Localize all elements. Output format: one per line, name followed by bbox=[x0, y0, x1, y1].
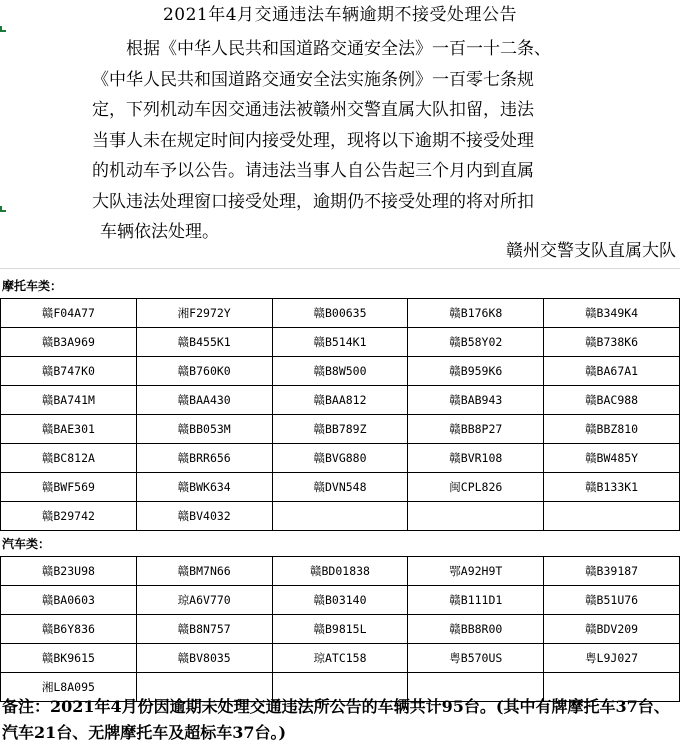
plate-cell: 赣BRR656 bbox=[136, 444, 272, 473]
body-line: 车辆依法处理。 bbox=[100, 222, 219, 242]
body-line: 定，下列机动车因交通违法被赣州交警直属大队扣留，违法 bbox=[92, 100, 534, 120]
table-row bbox=[1, 615, 680, 644]
plate-cell: 赣BA741M bbox=[1, 386, 137, 415]
plate-cell: 赣B349K4 bbox=[544, 299, 680, 328]
plate-cell bbox=[408, 502, 544, 531]
plate-cell: 赣BW485Y bbox=[544, 444, 680, 473]
plate-cell: 赣BVG880 bbox=[272, 444, 408, 473]
table-row bbox=[1, 586, 680, 615]
plate-cell: 赣B03140 bbox=[272, 586, 408, 615]
cell-marker bbox=[0, 26, 6, 32]
plate-cell: 赣BA0603 bbox=[1, 586, 137, 615]
plate-cell: 赣BAE301 bbox=[1, 415, 137, 444]
body-line: 《中华人民共和国道路交通安全法实施条例》一百零七条规 bbox=[92, 69, 534, 90]
car-section-label: 汽车类： bbox=[2, 537, 51, 551]
body-line: 当事人未在规定时间内接受处理，现将以下逾期不接受处理 bbox=[92, 130, 534, 151]
table-row bbox=[1, 357, 680, 386]
car-plate-table bbox=[0, 556, 680, 702]
plate-cell: 赣BAA812 bbox=[272, 386, 408, 415]
plate-cell: 赣B8W500 bbox=[272, 357, 408, 386]
plate-cell: 赣BB053M bbox=[136, 415, 272, 444]
motorcycle-section-label: 摩托车类： bbox=[2, 279, 63, 293]
plate-cell: 赣BWK634 bbox=[136, 473, 272, 502]
plate-cell: 赣BK9615 bbox=[1, 644, 137, 673]
plate-cell: 粤L9J027 bbox=[544, 644, 680, 673]
table-row bbox=[1, 644, 680, 673]
plate-cell: 闽CPL826 bbox=[408, 473, 544, 502]
plate-cell bbox=[544, 502, 680, 531]
body-line: 的机动车予以公告。请违法当事人自公告起三个月内到直属 bbox=[92, 161, 534, 181]
plate-cell: 湘F2972Y bbox=[136, 299, 272, 328]
plate-cell: 赣BDV209 bbox=[544, 615, 680, 644]
plate-cell: 赣BD01838 bbox=[272, 557, 408, 586]
table-row bbox=[1, 299, 680, 328]
plate-cell: 赣B747K0 bbox=[1, 357, 137, 386]
plate-cell: 赣BAA430 bbox=[136, 386, 272, 415]
plate-cell: 赣BB8P27 bbox=[408, 415, 544, 444]
plate-cell: 赣BA67A1 bbox=[544, 357, 680, 386]
plate-cell: 赣BWF569 bbox=[1, 473, 137, 502]
plate-cell: 赣BV4032 bbox=[136, 502, 272, 531]
plate-cell bbox=[272, 502, 408, 531]
plate-cell: 赣B3A969 bbox=[1, 328, 137, 357]
plate-cell: 赣BC812A bbox=[1, 444, 137, 473]
table-row bbox=[1, 557, 680, 586]
body-line: 大队违法处理窗口接受处理，逾期仍不接受处理的将对所扣 bbox=[92, 191, 534, 212]
plate-cell: 赣BB8R00 bbox=[408, 615, 544, 644]
plate-cell: 赣BB789Z bbox=[272, 415, 408, 444]
table-row bbox=[1, 502, 680, 531]
plate-cell: 赣BVR108 bbox=[408, 444, 544, 473]
divider bbox=[0, 268, 680, 269]
plate-cell: 赣B959K6 bbox=[408, 357, 544, 386]
plate-cell: 琼ATC158 bbox=[272, 644, 408, 673]
table-row bbox=[1, 444, 680, 473]
notice-body bbox=[92, 34, 592, 248]
plate-cell: 赣B23U98 bbox=[1, 557, 137, 586]
plate-cell: 赣BM7N66 bbox=[136, 557, 272, 586]
plate-cell: 赣B9815L bbox=[272, 615, 408, 644]
plate-cell: 赣B00635 bbox=[272, 299, 408, 328]
plate-cell: 赣B760K0 bbox=[136, 357, 272, 386]
plate-cell: 赣B111D1 bbox=[408, 586, 544, 615]
table-row bbox=[1, 473, 680, 502]
plate-cell: 赣B29742 bbox=[1, 502, 137, 531]
plate-cell: 湘L8A095 bbox=[1, 673, 137, 702]
plate-cell: 赣B176K8 bbox=[408, 299, 544, 328]
plate-cell: 赣B39187 bbox=[544, 557, 680, 586]
plate-cell: 赣B133K1 bbox=[544, 473, 680, 502]
plate-cell: 赣B6Y836 bbox=[1, 615, 137, 644]
plate-cell: 赣F04A77 bbox=[1, 299, 137, 328]
plate-cell: 赣BAB943 bbox=[408, 386, 544, 415]
plate-cell: 琼A6V770 bbox=[136, 586, 272, 615]
table-row bbox=[1, 415, 680, 444]
plate-cell: 赣B514K1 bbox=[272, 328, 408, 357]
plate-cell: 赣BBZ810 bbox=[544, 415, 680, 444]
motorcycle-plate-table bbox=[0, 298, 680, 531]
cell-marker bbox=[0, 206, 6, 212]
table-row bbox=[1, 386, 680, 415]
plate-cell: 赣BAC988 bbox=[544, 386, 680, 415]
signature: 赣州交警支队直属大队 bbox=[506, 241, 676, 261]
plate-cell: 赣DVN548 bbox=[272, 473, 408, 502]
plate-cell: 赣BV8035 bbox=[136, 644, 272, 673]
plate-cell: 赣B8N757 bbox=[136, 615, 272, 644]
body-line: 根据《中华人民共和国道路交通安全法》一百一十二条、 bbox=[126, 39, 551, 59]
footnote: 备注：2021年4月份因逾期未处理交通违法所公告的车辆共计95台。(其中有牌摩托车37台、汽车21台、无牌摩托车及超标车37台。) bbox=[2, 697, 670, 742]
plate-cell: 鄂A92H9T bbox=[408, 557, 544, 586]
plate-cell: 赣B738K6 bbox=[544, 328, 680, 357]
plate-cell: 赣B58Y02 bbox=[408, 328, 544, 357]
notice-title: 2021年4月交通违法车辆逾期不接受处理公告 bbox=[162, 5, 518, 25]
plate-cell: 粤B570US bbox=[408, 644, 544, 673]
plate-cell: 赣B455K1 bbox=[136, 328, 272, 357]
table-row bbox=[1, 328, 680, 357]
plate-cell: 赣B51U76 bbox=[544, 586, 680, 615]
